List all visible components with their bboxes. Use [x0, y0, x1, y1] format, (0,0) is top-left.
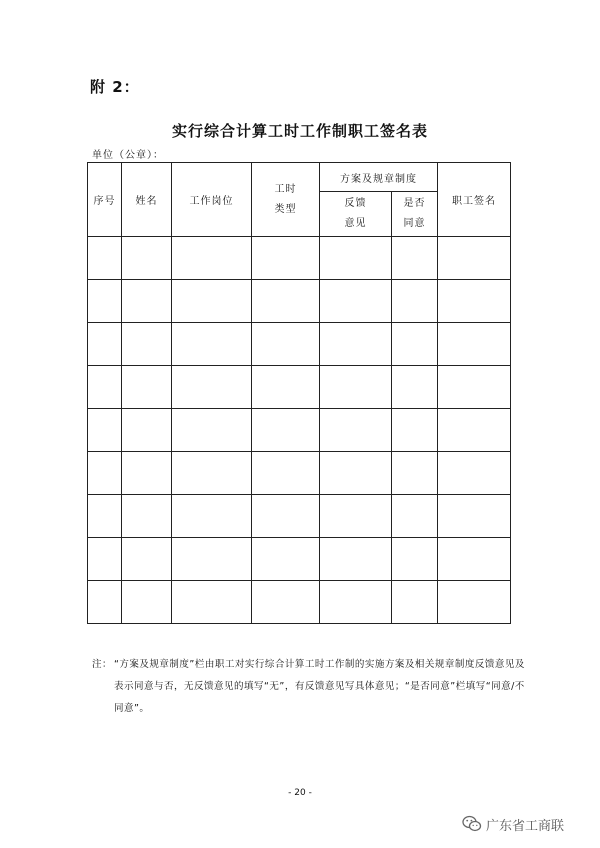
- position-cell[interactable]: [172, 452, 252, 495]
- signature-cell[interactable]: [438, 323, 511, 366]
- agree-cell[interactable]: [392, 452, 438, 495]
- agree-cell[interactable]: [392, 237, 438, 280]
- position-cell[interactable]: [172, 366, 252, 409]
- name-cell[interactable]: [122, 581, 172, 624]
- hour-type-cell[interactable]: [252, 538, 320, 581]
- header-hour-type: [252, 163, 320, 237]
- position-cell[interactable]: [172, 280, 252, 323]
- document-title: 实行综合计算工时工作制职工签名表: [171, 122, 428, 140]
- feedback-cell[interactable]: [320, 538, 392, 581]
- agree-cell[interactable]: [392, 280, 438, 323]
- position-cell[interactable]: [172, 409, 252, 452]
- agree-cell[interactable]: [392, 581, 438, 624]
- seq-cell[interactable]: [88, 409, 122, 452]
- header-agree: [392, 192, 438, 237]
- name-cell[interactable]: [122, 495, 172, 538]
- feedback-cell[interactable]: [320, 237, 392, 280]
- signature-cell[interactable]: [438, 280, 511, 323]
- name-cell[interactable]: [122, 280, 172, 323]
- table-row: [88, 452, 511, 495]
- seq-cell[interactable]: [88, 237, 122, 280]
- signature-cell[interactable]: [438, 581, 511, 624]
- signature-table: [87, 162, 511, 624]
- hour-type-cell[interactable]: [252, 280, 320, 323]
- unit-seal-label: 单位（公章）：: [92, 150, 164, 161]
- agree-cell[interactable]: [392, 495, 438, 538]
- name-cell[interactable]: [122, 323, 172, 366]
- table-body: [88, 237, 511, 624]
- hour-type-cell[interactable]: [252, 323, 320, 366]
- feedback-cell[interactable]: [320, 366, 392, 409]
- position-cell[interactable]: [172, 495, 252, 538]
- table-row: [88, 237, 511, 280]
- feedback-cell[interactable]: [320, 409, 392, 452]
- header-feedback-line2: 意见: [344, 218, 367, 229]
- seq-cell[interactable]: [88, 538, 122, 581]
- agree-cell[interactable]: [392, 409, 438, 452]
- table-row: [88, 538, 511, 581]
- hour-type-cell[interactable]: [252, 409, 320, 452]
- header-position: 工作岗位: [172, 163, 252, 237]
- hour-type-cell[interactable]: [252, 581, 320, 624]
- position-cell[interactable]: [172, 581, 252, 624]
- header-plan-group: 方案及规章制度: [320, 163, 438, 192]
- table-row: [88, 366, 511, 409]
- footnote-text: “方案及规章制度”栏由职工对实行综合计算工时工作制的实施方案及相关规章制度反馈意见及表示同意与否，无反馈意见的填写“无”，有反馈意见写具体意见；“是否同意”栏填写“同意/不同意”。: [114, 659, 525, 714]
- signature-cell[interactable]: [438, 495, 511, 538]
- watermark: [462, 814, 564, 834]
- agree-cell[interactable]: [392, 538, 438, 581]
- wechat-icon: [462, 815, 482, 833]
- signature-cell[interactable]: [438, 237, 511, 280]
- name-cell[interactable]: [122, 409, 172, 452]
- table-row: [88, 495, 511, 538]
- header-feedback: [320, 192, 392, 237]
- position-cell[interactable]: [172, 323, 252, 366]
- header-feedback-line1: 反馈: [344, 198, 367, 209]
- position-cell[interactable]: [172, 237, 252, 280]
- seq-cell[interactable]: [88, 495, 122, 538]
- table-row: [88, 581, 511, 624]
- agree-cell[interactable]: [392, 366, 438, 409]
- name-cell[interactable]: [122, 452, 172, 495]
- feedback-cell[interactable]: [320, 280, 392, 323]
- feedback-cell[interactable]: [320, 495, 392, 538]
- agree-cell[interactable]: [392, 323, 438, 366]
- footnote: [92, 654, 532, 720]
- feedback-cell[interactable]: [320, 452, 392, 495]
- header-seq: 序号: [88, 163, 122, 237]
- signature-cell[interactable]: [438, 538, 511, 581]
- feedback-cell[interactable]: [320, 581, 392, 624]
- seq-cell[interactable]: [88, 452, 122, 495]
- hour-type-cell[interactable]: [252, 237, 320, 280]
- footnote-prefix: 注：: [92, 659, 113, 670]
- signature-cell[interactable]: [438, 452, 511, 495]
- hour-type-cell[interactable]: [252, 366, 320, 409]
- table-row: [88, 280, 511, 323]
- header-hour-type-line2: 类型: [274, 203, 297, 215]
- header-agree-line1: 是否: [403, 198, 426, 209]
- header-agree-line2: 同意: [403, 218, 426, 229]
- header-hour-type-line1: 工时: [274, 183, 297, 195]
- name-cell[interactable]: [122, 237, 172, 280]
- signature-cell[interactable]: [438, 366, 511, 409]
- hour-type-cell[interactable]: [252, 495, 320, 538]
- seq-cell[interactable]: [88, 366, 122, 409]
- seq-cell[interactable]: [88, 280, 122, 323]
- signature-cell[interactable]: [438, 409, 511, 452]
- table-row: [88, 409, 511, 452]
- name-cell[interactable]: [122, 538, 172, 581]
- position-cell[interactable]: [172, 538, 252, 581]
- name-cell[interactable]: [122, 366, 172, 409]
- header-name: 姓名: [122, 163, 172, 237]
- table-row: [88, 323, 511, 366]
- attachment-label: 附 2：: [90, 78, 140, 96]
- page-number: - 20 -: [288, 788, 312, 798]
- hour-type-cell[interactable]: [252, 452, 320, 495]
- feedback-cell[interactable]: [320, 323, 392, 366]
- seq-cell[interactable]: [88, 581, 122, 624]
- seq-cell[interactable]: [88, 323, 122, 366]
- header-signature: 职工签名: [438, 163, 511, 237]
- watermark-text: 广东省工商联: [486, 818, 565, 834]
